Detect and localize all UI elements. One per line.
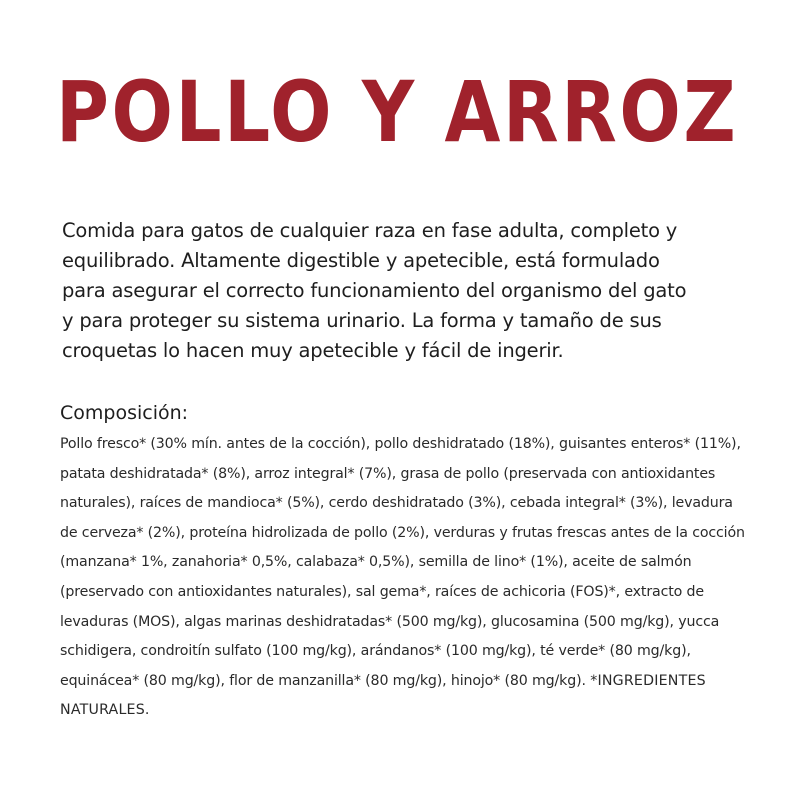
composition-heading: Composición:: [60, 402, 189, 424]
natural-ingredients-note: *INGREDIENTES NATURALES.: [60, 672, 706, 719]
ingredients-list: Pollo fresco* (30% mín. antes de la cocción), pollo deshidratado (18%), guisantes enteros* (11%), patata deshidratada* (8%), arroz integral* (7%), grasa de pollo (preservada con antioxidantes naturales), raíces de mandioca* (5%), cerdo deshidratado (3%), cebada integral* (3%), levadura de cerveza* (2%), proteína hidrolizada de pollo (2%), verduras y frutas frescas antes de la cocción (manzana* 1%, zanahoria* 0,5%, calabaza* 0,5%), semilla de lino* (1%), aceite de salmón (preservado con antioxidantes naturales), sal gema*, raíces de achicoria (FOS)*, extracto de levaduras (MOS), algas marinas deshidratadas* (500 mg/kg), glucosamina (500 mg/kg), yucca schidigera, condroitín sulfato (100 mg/kg), arándanos* (100 mg/kg), té verde* (80 mg/kg), equinácea* (80 mg/kg), flor de manzanilla* (80 mg/kg), hinojo* (80 mg/kg).: [60, 436, 745, 689]
composition-text: [60, 430, 750, 726]
product-description: Comida para gatos de cualquier raza en fase adulta, completo y equilibrado. Altamente digestible y apetecible, está formulado para asegurar el correcto funcionamiento del organismo del gato y para proteger su sistema urinario. La forma y tamaño de sus croquetas lo hacen muy apetecible y fácil de ingerir.: [62, 219, 687, 362]
product-title: POLLO Y ARROZ: [56, 63, 739, 161]
